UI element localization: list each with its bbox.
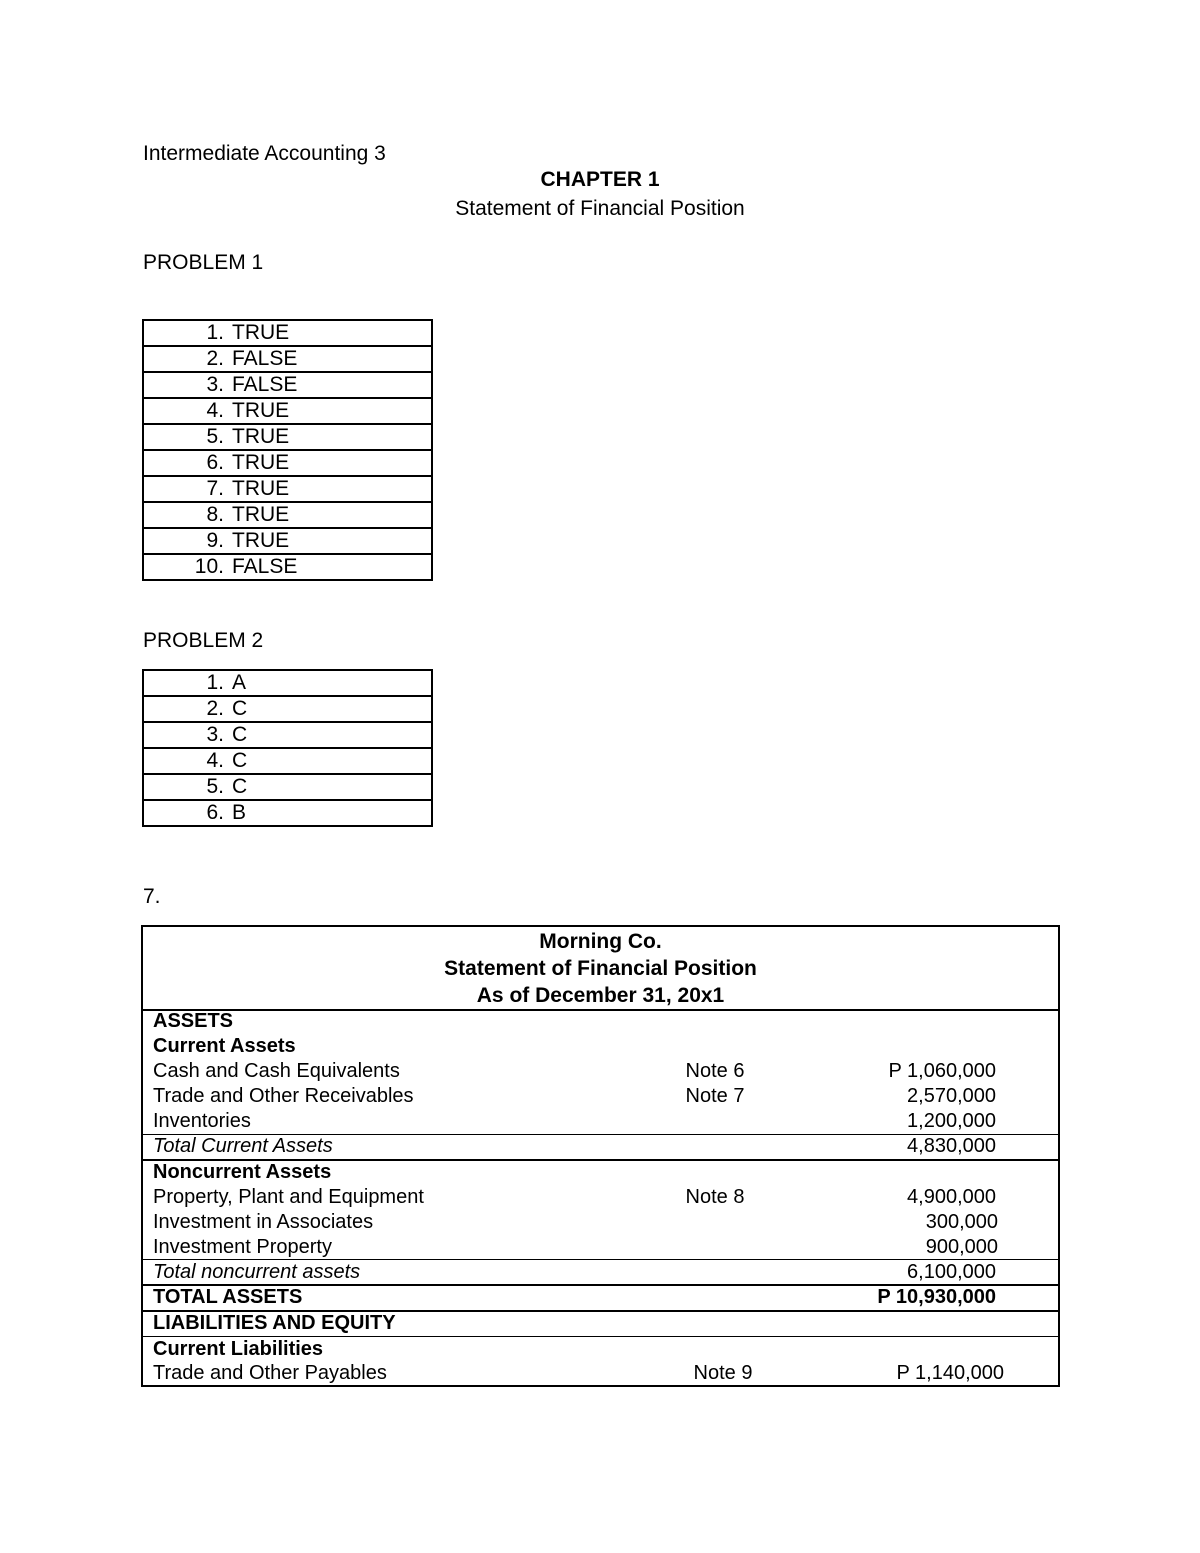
section-assets	[143, 1009, 1058, 1034]
answer-value: TRUE	[232, 425, 290, 448]
row-label: Current Liabilities	[153, 1338, 324, 1360]
row-amount: P 1,140,000	[896, 1362, 1004, 1384]
answer-value: A	[232, 671, 247, 694]
row-note: Note 8	[685, 1186, 745, 1208]
row-label: TOTAL ASSETS	[153, 1286, 303, 1308]
row-amount: 6,100,000	[907, 1261, 996, 1283]
table-row	[143, 372, 432, 398]
answer-number: 4.	[206, 749, 224, 772]
table-row	[143, 1185, 1058, 1210]
answer-number: 7.	[206, 477, 224, 500]
statement-header	[143, 927, 1058, 1011]
total-assets-row	[143, 1285, 1058, 1310]
row-label: ASSETS	[153, 1010, 234, 1032]
answer-number: 1.	[206, 321, 224, 344]
table-row	[143, 670, 432, 696]
table-row	[143, 346, 432, 372]
table-row	[143, 398, 432, 424]
table-row	[143, 528, 432, 554]
answer-number: 2.	[206, 697, 224, 720]
row-label: Investment in Associates	[153, 1211, 374, 1233]
problem-1-answer-table	[142, 319, 433, 581]
course-title: Intermediate Accounting 3	[143, 142, 386, 165]
subsection-current-assets	[143, 1034, 1058, 1059]
row-label: Inventories	[153, 1110, 251, 1132]
statement-title: Statement of Financial Position	[444, 957, 757, 980]
answer-value: C	[232, 723, 248, 746]
row-label: Total Current Assets	[153, 1135, 333, 1157]
row-amount: 2,570,000	[907, 1085, 996, 1107]
subsection-noncurrent-assets	[143, 1160, 1058, 1185]
row-note: Note 7	[685, 1085, 745, 1107]
table-row	[143, 1235, 1058, 1260]
table-row	[143, 774, 432, 800]
answer-value: TRUE	[232, 321, 290, 344]
statement-date: As of December 31, 20x1	[476, 984, 725, 1007]
chapter-subtitle: Statement of Financial Position	[455, 197, 745, 220]
problem-1-title: PROBLEM 1	[143, 251, 264, 274]
table-row	[143, 1210, 1058, 1235]
answer-number: 5.	[206, 775, 224, 798]
row-label: Noncurrent Assets	[153, 1161, 332, 1183]
answer-number: 1.	[206, 671, 224, 694]
answer-value: TRUE	[232, 503, 290, 526]
answer-number: 2.	[206, 347, 224, 370]
row-label: Trade and Other Payables	[153, 1362, 387, 1384]
answer-number: 4.	[206, 399, 224, 422]
row-label: LIABILITIES AND EQUITY	[153, 1312, 396, 1334]
row-label: Trade and Other Receivables	[153, 1085, 414, 1107]
row-label: Investment Property	[153, 1236, 332, 1258]
row-amount: 1,200,000	[907, 1110, 996, 1132]
answer-number: 6.	[206, 801, 224, 824]
row-label: Total noncurrent assets	[153, 1261, 361, 1283]
answer-value: FALSE	[232, 347, 298, 370]
table-row	[143, 450, 432, 476]
table-row	[143, 1059, 1058, 1084]
answer-number: 5.	[206, 425, 224, 448]
row-label: Property, Plant and Equipment	[153, 1186, 424, 1208]
company-name: Morning Co.	[539, 930, 662, 953]
table-row	[143, 696, 432, 722]
section-liabilities-equity	[143, 1311, 1058, 1336]
table-row	[143, 722, 432, 748]
answer-number: 6.	[206, 451, 224, 474]
answer-value: TRUE	[232, 529, 290, 552]
table-row	[143, 748, 432, 774]
row-note: Note 9	[693, 1362, 753, 1384]
table-row	[143, 1361, 1058, 1386]
answer-value: FALSE	[232, 373, 298, 396]
answer-value: C	[232, 775, 248, 798]
answer-number: 3.	[206, 723, 224, 746]
answer-value: TRUE	[232, 451, 290, 474]
total-noncurrent-assets-row	[143, 1260, 1058, 1285]
answer-value: C	[232, 697, 248, 720]
row-amount: P 10,930,000	[877, 1286, 996, 1308]
subsection-current-liabilities	[143, 1337, 1058, 1362]
row-label: Cash and Cash Equivalents	[153, 1060, 400, 1082]
row-amount: 900,000	[925, 1236, 998, 1258]
table-row	[143, 502, 432, 528]
table-row	[143, 800, 432, 826]
answer-value: C	[232, 749, 248, 772]
answer-value: TRUE	[232, 399, 290, 422]
answer-value: B	[232, 801, 247, 824]
item-7-label: 7.	[143, 885, 161, 908]
answer-number: 10.	[194, 555, 224, 578]
table-row	[143, 1084, 1058, 1109]
row-amount: 4,830,000	[907, 1135, 996, 1157]
table-row	[143, 424, 432, 450]
row-label: Current Assets	[153, 1035, 296, 1057]
total-current-assets-row	[143, 1134, 1058, 1159]
answer-number: 8.	[206, 503, 224, 526]
financial-position-statement	[141, 925, 1060, 1387]
table-row	[143, 476, 432, 502]
table-row	[143, 554, 432, 580]
answer-number: 3.	[206, 373, 224, 396]
problem-2-answer-table	[142, 669, 433, 827]
row-amount: 4,900,000	[907, 1186, 996, 1208]
row-amount: P 1,060,000	[888, 1060, 996, 1082]
answer-value: FALSE	[232, 555, 298, 578]
row-amount: 300,000	[925, 1211, 998, 1233]
problem-2-title: PROBLEM 2	[143, 629, 264, 652]
table-row	[143, 1109, 1058, 1134]
row-note: Note 6	[685, 1060, 745, 1082]
answer-value: TRUE	[232, 477, 290, 500]
chapter-heading: CHAPTER 1	[540, 168, 660, 191]
table-row	[143, 320, 432, 346]
answer-number: 9.	[206, 529, 224, 552]
